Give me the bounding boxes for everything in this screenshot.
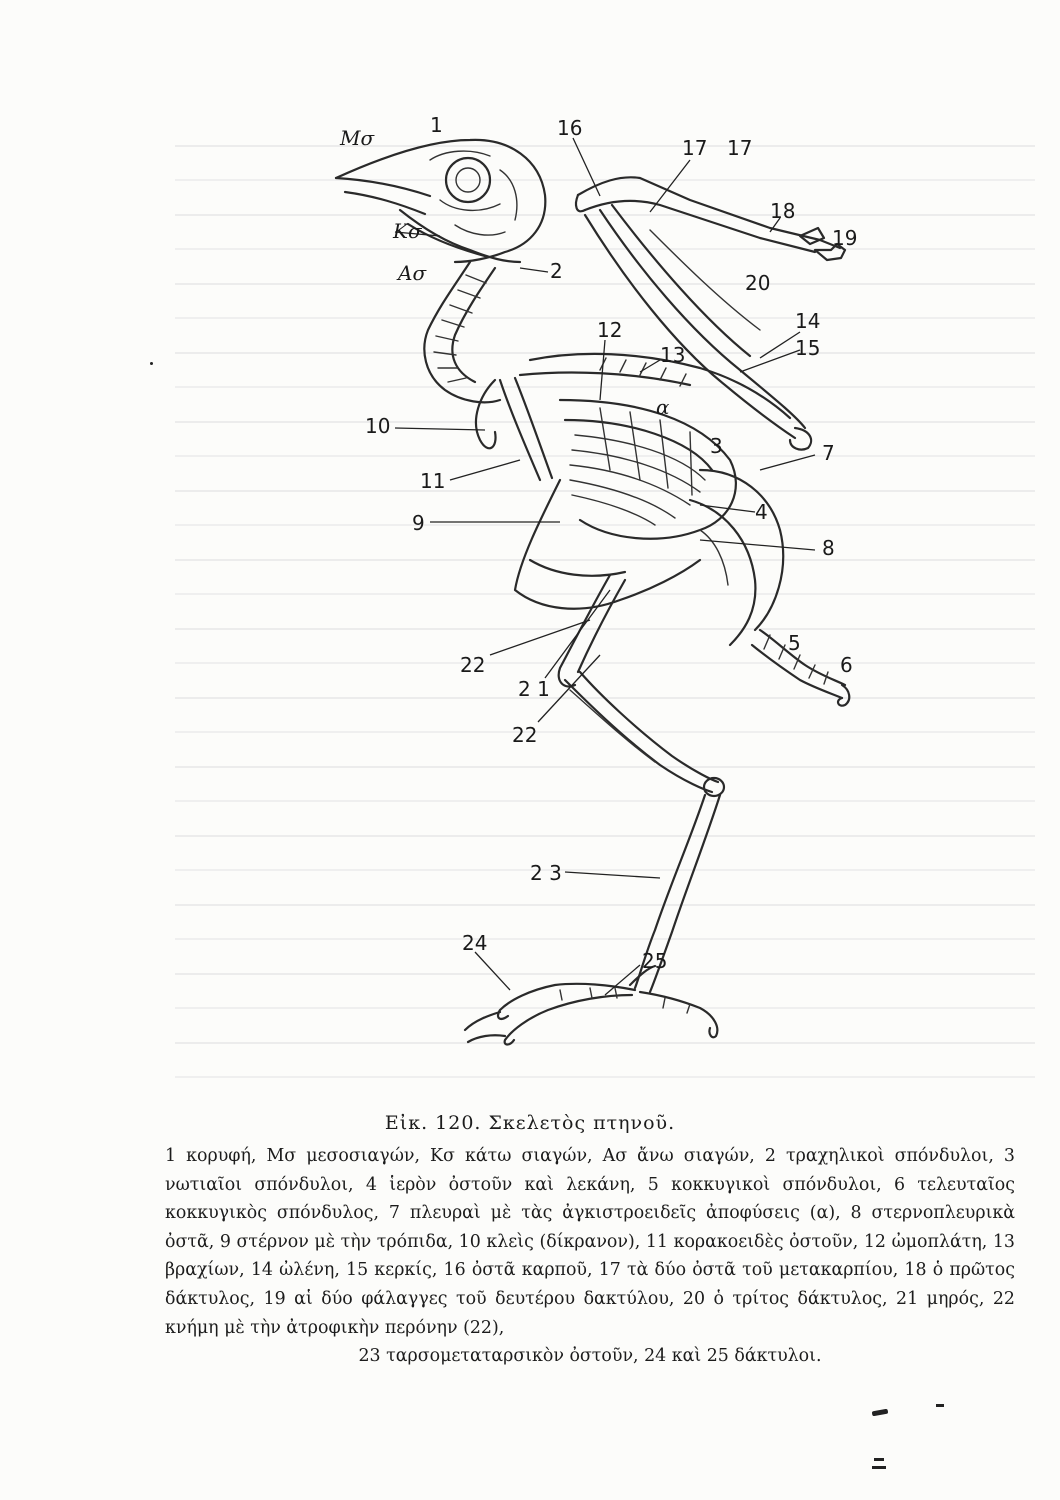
label-17a: 17 bbox=[682, 136, 708, 160]
label-6: 6 bbox=[840, 653, 853, 677]
label-24: 24 bbox=[462, 931, 488, 955]
skull-drawing bbox=[336, 140, 545, 262]
label-9: 9 bbox=[412, 511, 425, 535]
figure-caption-title: Εἰκ. 120. Σκελετὸς πτηνοῦ. bbox=[384, 1112, 676, 1134]
scan-speck bbox=[872, 1409, 889, 1417]
label-25: 25 bbox=[642, 949, 668, 973]
scan-speck bbox=[150, 362, 153, 365]
label-13: 13 bbox=[660, 343, 686, 367]
figure-caption-text bbox=[165, 1142, 1015, 1371]
scan-speck bbox=[872, 1466, 886, 1469]
label-17b: 17 bbox=[727, 136, 753, 160]
label-11: 11 bbox=[420, 469, 446, 493]
label-21: 2 1 bbox=[518, 677, 550, 701]
scan-speck bbox=[874, 1458, 884, 1461]
label-15: 15 bbox=[795, 336, 821, 360]
label-ks: Κσ bbox=[393, 219, 422, 243]
label-8: 8 bbox=[822, 536, 835, 560]
label-14: 14 bbox=[795, 309, 821, 333]
label-1: 1 bbox=[430, 113, 443, 137]
caption-body: 1 κορυφή, Μσ μεσοσιαγών, Κσ κάτω σιαγών, Ασ ἄνω σιαγών, 2 τραχηλικοὶ σπόνδυλοι, 3 νωτιαῖοι σπόνδυλοι, 4 ἱερὸν ὀστοῦν καὶ λεκάνη, 5 κοκκυγικοὶ σπόνδυλοι, 6 τελευταῖος κοκκυγικὸς σπόνδυλος, 7 πλευραὶ μὲ τὰς ἀγκιστροειδεῖς ἀποφύσεις (α), 8 στερνοπλευρικὰ ὀστᾶ, 9 στέρνον μὲ τὴν τρόπιδα, 10 κλεὶς (δίκρανον), 11 κορακοειδὲς ὀστοῦν, 12 ὠμοπλάτη, 13 βραχίων, 14 ὠλένη, 15 κερκίς, 16 ὀστᾶ καρποῦ, 17 τὰ δύο ὀστᾶ τοῦ μετακαρπίου, 18 ὁ πρῶτος δάκτυλος, 19 αἱ δύο φάλαγγες τοῦ δευτέρου δακτύλου, 20 ὁ τρίτος δάκτυλος, 21 μηρός, 22 κνήμη μὲ τὴν ἀτροφικὴν περόνην (22), bbox=[165, 1146, 1015, 1338]
label-20: 20 bbox=[745, 271, 771, 295]
label-22a: 22 bbox=[460, 653, 486, 677]
label-23: 2 3 bbox=[530, 861, 562, 885]
leg-drawing bbox=[465, 575, 724, 1045]
label-12: 12 bbox=[597, 318, 623, 342]
label-10: 10 bbox=[365, 414, 391, 438]
label-4: 4 bbox=[755, 500, 768, 524]
label-5: 5 bbox=[788, 631, 801, 655]
label-3: 3 bbox=[710, 434, 723, 458]
scan-speck bbox=[936, 1404, 944, 1407]
label-alpha: α bbox=[656, 395, 670, 419]
label-7: 7 bbox=[822, 441, 835, 465]
label-2: 2 bbox=[550, 259, 563, 283]
label-18: 18 bbox=[770, 199, 796, 223]
neck-vertebrae-drawing bbox=[424, 262, 500, 402]
label-22b: 22 bbox=[512, 723, 538, 747]
caption-last-line: 23 ταρσομεταταρσικὸν ὀστοῦν, 24 καὶ 25 δάκτυλοι. bbox=[358, 1346, 822, 1367]
label-19: 19 bbox=[832, 226, 858, 250]
label-as: Ασ bbox=[398, 261, 427, 285]
label-ms: Μσ bbox=[340, 126, 375, 150]
label-16: 16 bbox=[557, 116, 583, 140]
